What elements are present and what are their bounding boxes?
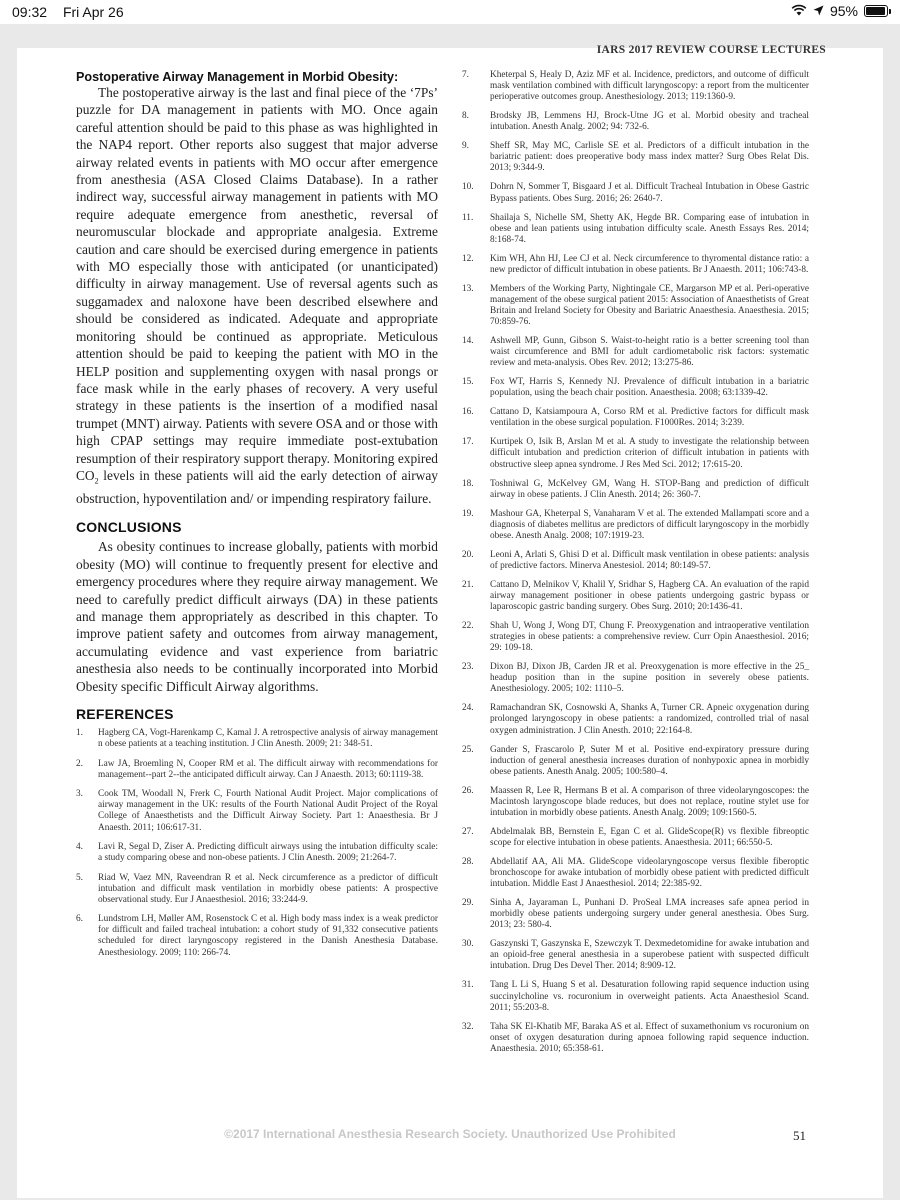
reference-list-right bbox=[462, 70, 809, 1055]
reference-number: 17. bbox=[462, 437, 474, 448]
reference-number: 12. bbox=[462, 253, 474, 264]
reference-number: 16. bbox=[462, 407, 474, 418]
reference-item bbox=[462, 182, 809, 204]
reference-number: 23. bbox=[462, 662, 474, 673]
reference-text: Sinha A, Jayaraman L, Punhani D. ProSeal LMA increases safe apnea period in morbidly obese patients undergoing surgery under general anesthesia. Obes Surg. 2013; 23: 580-4. bbox=[490, 898, 809, 931]
reference-item bbox=[462, 898, 809, 931]
reference-item bbox=[462, 407, 809, 429]
reference-text: Sheff SR, May MC, Carlisle SE et al. Predictors of a difficult intubation in the bariatric patient: does preoperative body mass index matter? Surg Obes Relat Dis. 2013; 9:344-9. bbox=[490, 141, 809, 174]
reference-text: Taha SK El-Khatib MF, Baraka AS et al. Effect of suxamethonium vs rocuronium on onset of oxygen desaturation during apnoea following rapid sequence induction. Anaesthesia. 2010; 65:358-61. bbox=[490, 1021, 809, 1054]
reference-text: Members of the Working Party, Nightingale CE, Margarson MP et al. Peri-operative management of the obese surgical patient 2015: Association of Anaesthetists of Great Britain and Ireland Society for Obesity and Bariatric Anaesthesia. Anaesthesia. 2015; 70:859-76. bbox=[490, 283, 809, 328]
reference-text: Hagberg CA, Vogt-Harenkamp C, Kamal J. A retrospective analysis of airway management n obese patients at a teaching institution. J Clin Anesth. 2009; 21: 348-51. bbox=[98, 728, 438, 750]
reference-item bbox=[462, 70, 809, 103]
reference-text: Tang L Li S, Huang S et al. Desaturation following rapid sequence induction using succinylcholine vs. rocuronium in overweight patients. Acta Anaesthesiol Scand. 2011; 55:203-8. bbox=[490, 980, 809, 1013]
reference-number: 30. bbox=[462, 939, 474, 950]
reference-text: Shailaja S, Nichelle SM, Shetty AK, Hegde BR. Comparing ease of intubation in obese and lean patients using intubation difficulty scale. Anesth Essays Res. 2014; 8:168-74. bbox=[490, 212, 809, 245]
page-number: 51 bbox=[793, 1128, 806, 1143]
reference-number: 32. bbox=[462, 1021, 474, 1032]
copyright-footer: ©2017 International Anesthesia Research Society. Unauthorized Use Prohibited bbox=[224, 1127, 676, 1141]
reference-item bbox=[462, 1022, 809, 1055]
reference-text: Riad W, Vaez MN, Raveendran R et al. Neck circumference as a predictor of difficult intubation and difficult mask ventilation in morbidly obese patients: A prospective observational study. Eur J Anaesthesiol. 2016; 33:244-9. bbox=[98, 872, 438, 905]
reference-number: 22. bbox=[462, 621, 474, 632]
reference-item bbox=[462, 745, 809, 778]
reference-item bbox=[76, 842, 438, 864]
status-bar bbox=[0, 0, 900, 24]
reference-number: 20. bbox=[462, 549, 474, 560]
reference-text: Kim WH, Ahn HJ, Lee CJ et al. Neck circumference to thyromental distance ratio: a new predictor of difficult intubation in obese patients. Br J Anaesth. 2011; 106:743-8. bbox=[490, 253, 809, 275]
reference-item bbox=[462, 580, 809, 613]
reference-number: 31. bbox=[462, 980, 474, 991]
reference-text: Cook TM, Woodall N, Frerk C, Fourth National Audit Project. Major complications of airway management in the UK: results of the Fourth National Audit Project of the Royal College of Anaesthetists and the Difficult Airway Society. Part 1: Anaesthesia. Br J Anaesth. 2011; 106:617-31. bbox=[98, 789, 438, 833]
reference-item bbox=[76, 728, 438, 750]
reference-number: 24. bbox=[462, 703, 474, 714]
reference-number: 29. bbox=[462, 898, 474, 909]
reference-number: 28. bbox=[462, 856, 474, 867]
reference-text: Mashour GA, Kheterpal S, Vanaharam V et al. The extended Mallampati score and a diagnosis of diabetes mellitus are predictors of difficult laryngoscopy in the morbidly obese. Anesth Analg. 2008; 107:1919-23. bbox=[490, 508, 809, 541]
reference-text: Ramachandran SK, Cosnowski A, Shanks A, Turner CR. Apneic oxygenation during prolonged laryngoscopy in obese patients: a randomized, controlled trial of nasal oxygen administration. J Clin Anesth. 2010; 22:164-8. bbox=[490, 703, 809, 736]
reference-text: Law JA, Broemling N, Cooper RM et al. The difficult airway with recommendations for management--part 2--the anticipated difficult airway. Can J Anaesth. 2013; 60:1119-38. bbox=[98, 758, 438, 780]
reference-text: Kurtipek O, Isik B, Arslan M et al. A study to investigate the relationship between difficult intubation and prediction criterion of difficult intubation in patients with obstructive sleep apnea syndrome. J Res Med Sci. 2012; 17:615-20. bbox=[490, 437, 809, 470]
reference-text: Cattano D, Melnikov V, Khalil Y, Sridhar S, Hagberg CA. An evaluation of the rapid airway management positioner in obese patients undergoing gastric bypass or laparoscopic gastric banding surgery. Obes Surg. 2010; 20:1436-41. bbox=[490, 579, 809, 613]
reference-text: Shah U, Wong J, Wong DT, Chung F. Preoxygenation and intraoperative ventilation strategies in obese patients: a comprehensive review. Curr Opin Anaesthesiol. 2016; 29: 109-18. bbox=[490, 621, 809, 654]
reference-text: Brodsky JB, Lemmens HJ, Brock-Utne JG et al. Morbid obesity and tracheal intubation. Anesth Analg. 2002; 94: 732-6. bbox=[490, 111, 809, 133]
reference-item bbox=[462, 550, 809, 572]
reference-number: 5. bbox=[76, 872, 83, 883]
reference-number: 2. bbox=[76, 758, 83, 769]
conclusions-heading: CONCLUSIONS bbox=[76, 519, 182, 536]
reference-item bbox=[462, 621, 809, 654]
battery-level bbox=[866, 7, 885, 15]
clock: 09:32 bbox=[12, 4, 48, 20]
reference-number: 15. bbox=[462, 377, 474, 388]
reference-number: 8. bbox=[462, 111, 469, 122]
reference-text: Gander S, Frascarolo P, Suter M et al. Positive end-expiratory pressure during induction of general anesthesia increases duration of nonhypoxic apnea in morbidly obese patients. Anesth Analg. 2005; 100:580–4. bbox=[490, 744, 809, 777]
reference-item bbox=[462, 336, 809, 369]
reference-item bbox=[76, 914, 438, 958]
reference-number: 18. bbox=[462, 478, 474, 489]
conclusions-paragraph: As obesity continues to increase globally, patients with morbid obesity (MO) will continue to frequently present for elective and emergency procedures where they require airway management. We need to carefully predict difficult airways (DA) in these patients and manage them appropriately as described in this chapter. To improve patient safety and outcomes from airway management, accumulating evidence and vast experience from bariatric anesthesia also needs to be continually incorporated into Morbid Obesity specific Difficult Airway algorithms. bbox=[76, 539, 438, 694]
reference-text: Maassen R, Lee R, Hermans B et al. A comparison of three videolaryngoscopes: the Macintosh laryngoscope blade reduces, but does not replace, routine stylet use for intubation in morbidly obese patients. Anesth Analg. 2009; 109:1560-5. bbox=[490, 785, 809, 818]
reference-item bbox=[76, 789, 438, 833]
reference-number: 25. bbox=[462, 744, 474, 755]
left-column bbox=[76, 70, 438, 967]
reference-item bbox=[462, 827, 809, 849]
reference-text: Toshniwal G, McKelvey GM, Wang H. STOP-Bang and prediction of difficult airway in obese patients. J Clin Anesth. 2014; 26: 360-7. bbox=[490, 478, 809, 500]
reference-number: 27. bbox=[462, 826, 474, 837]
status-right bbox=[791, 3, 888, 19]
reference-item bbox=[462, 141, 809, 174]
reference-text: Lavi R, Segal D, Ziser A. Predicting difficult airways using the intubation difficulty scale: a study comparing obese and non-obese patients. J Clin Anesth. 2009; 21:264-7. bbox=[98, 842, 438, 864]
battery-icon bbox=[864, 5, 888, 17]
reference-item bbox=[76, 759, 438, 781]
reference-list-left bbox=[76, 728, 438, 959]
date: Fri Apr 26 bbox=[62, 4, 124, 20]
reference-text: Leoni A, Arlati S, Ghisi D et al. Difficult mask ventilation in obese patients: analysis of predictive factors. Minerva Anestesiol. 2014; 80:149-57. bbox=[490, 549, 809, 571]
reference-item bbox=[462, 662, 809, 695]
reference-item bbox=[462, 786, 809, 819]
reference-text: Dohrn N, Sommer T, Bisgaard J et al. Difficult Tracheal Intubation in Obese Gastric Bypass patients. Obes Surg. 2016; 26: 2640-7. bbox=[490, 182, 809, 204]
status-left bbox=[12, 4, 136, 20]
reference-text: Gaszynski T, Gaszynska E, Szewczyk T. Dexmedetomidine for awake intubation and an opioid-free general anesthesia in a superobese patient with suspected difficult intubation. Drug Des Devel Ther. 2014; 8:909-12. bbox=[490, 939, 809, 972]
wifi-icon bbox=[791, 3, 807, 19]
battery-percent: 95% bbox=[829, 3, 858, 19]
reference-number: 11. bbox=[462, 212, 474, 223]
reference-number: 26. bbox=[462, 785, 474, 796]
reference-number: 9. bbox=[462, 141, 469, 152]
reference-number: 13. bbox=[462, 283, 474, 294]
references-heading: REFERENCES bbox=[76, 706, 174, 723]
reference-number: 19. bbox=[462, 508, 474, 519]
location-arrow-icon bbox=[813, 3, 824, 19]
reference-text: Ashwell MP, Gunn, Gibson S. Waist-to-height ratio is a better screening tool than waist circumference and BMI for adult cardiometabolic risk factors: systematic review and meta-analysis. Obes Rev. 2012; 13:275-86. bbox=[490, 336, 809, 369]
reference-text: Dixon BJ, Dixon JB, Carden JR et al. Preoxygenation is more effective in the 25_ headup position than in the supine position in severely obese patients. Anesthesiology. 2005; 102: 1110–5. bbox=[490, 662, 809, 695]
reference-item bbox=[462, 254, 809, 276]
reference-text: Abdellatif AA, Ali MA. GlideScope videolaryngoscope versus flexible fiberoptic bronchoscope for awake intubation of morbidly obese patient with predicted difficult intubation. Middle East J Anaesthesiol. 2014; 22:385-92. bbox=[490, 856, 809, 890]
section-title: Postoperative Airway Management in Morbid Obesity: bbox=[76, 70, 399, 84]
reference-item bbox=[462, 509, 809, 542]
reference-number: 1. bbox=[76, 728, 83, 739]
reference-item bbox=[462, 213, 809, 246]
reference-item bbox=[462, 284, 809, 328]
reference-number: 10. bbox=[462, 182, 474, 193]
right-column bbox=[462, 70, 809, 1063]
reference-item bbox=[462, 437, 809, 470]
reference-item bbox=[462, 703, 809, 736]
reference-text: Lundstrom LH, Møller AM, Rosenstock C et al. High body mass index is a weak predictor for difficult and failed tracheal intubation: a cohort study of 91,332 consecutive patients scheduled for direct laryngoscopy registered in the Danish Anesthesia Database. Anesthesiology. 2009; 110: 266-74. bbox=[98, 914, 438, 958]
reference-text: Cattano D, Katsiampoura A, Corso RM et al. Predictive factors for difficult mask ventilation in the obese surgical population. F1000Res. 2014; 3:239. bbox=[490, 407, 809, 429]
reference-item bbox=[76, 873, 438, 906]
reference-item bbox=[462, 377, 809, 399]
running-head: IARS 2017 REVIEW COURSE LECTURES bbox=[596, 44, 826, 56]
reference-item bbox=[462, 939, 809, 972]
reference-item bbox=[462, 857, 809, 890]
reference-number: 21. bbox=[462, 579, 474, 590]
reference-number: 14. bbox=[462, 336, 474, 347]
postop-paragraph: The postoperative airway is the last and final piece of the ‘7Ps’ puzzle for DA management in patients with MO. Once again careful attention should be paid to this phase as was highlighted in the NAP4 report. Other reports also suggest that major adverse airway related events in patients with MO occur after emergence from anesthesia (ASA Closed Claims Database). In a rather indirect way, successful airway management in patients with MO require adequate emergence from anesthetic, reversal of neuromuscular blockade and appropriate analgesia. Extreme caution and care should be exercised during emergence in patients with MO especially those with anticipated (or unanticipated) difficulty in airway management. Use of reversal agents such as suggamadex and naloxone have been described elsewhere and should be considered as indicated. Adequate and appropriate monitoring should be continued as appropriate. Meticulous attention should be paid to keeping the patient with MO in the HELP position and supplementing oxygen with nasal prongs or face mask while in the early phases of recovery. A very useful strategy in these patients is the insertion of a modified nasal trumpet (MNT) airway. Patients with severe OSA and or those with high CPAP settings may require immediate post-extubation resumption of their respiratory support therapy. Monitoring expired $CO_2$ levels in these patients will aid the early detection of airway obstruction, hypoventilation and/ or impending respiratory failure. bbox=[76, 85, 438, 507]
reference-item bbox=[462, 479, 809, 501]
reference-number: 6. bbox=[76, 914, 83, 925]
reference-text: Fox WT, Harris S, Kennedy NJ. Prevalence of difficult intubation in a bariatric population, using the beach chair position. Anaesthesia. 2008; 63:1339-42. bbox=[490, 377, 809, 399]
reference-item bbox=[462, 111, 809, 133]
reference-number: 7. bbox=[462, 70, 469, 80]
reference-number: 4. bbox=[76, 842, 83, 852]
reference-text: Kheterpal S, Healy D, Aziz MF et al. Incidence, predictors, and outcome of difficult mask ventilation combined with difficult laryngoscopy: a report from the multicenter perioperative outcomes group. Anesthesiology. 2013; 119:1360-9. bbox=[490, 70, 809, 103]
reference-number: 3. bbox=[76, 789, 83, 800]
reference-item bbox=[462, 980, 809, 1013]
reference-text: Abdelmalak BB, Bernstein E, Egan C et al. GlideScope(R) vs flexible fibreoptic scope for elective intubation in obese patients. Anaesthesia. 2011; 66:550-5. bbox=[490, 826, 809, 848]
